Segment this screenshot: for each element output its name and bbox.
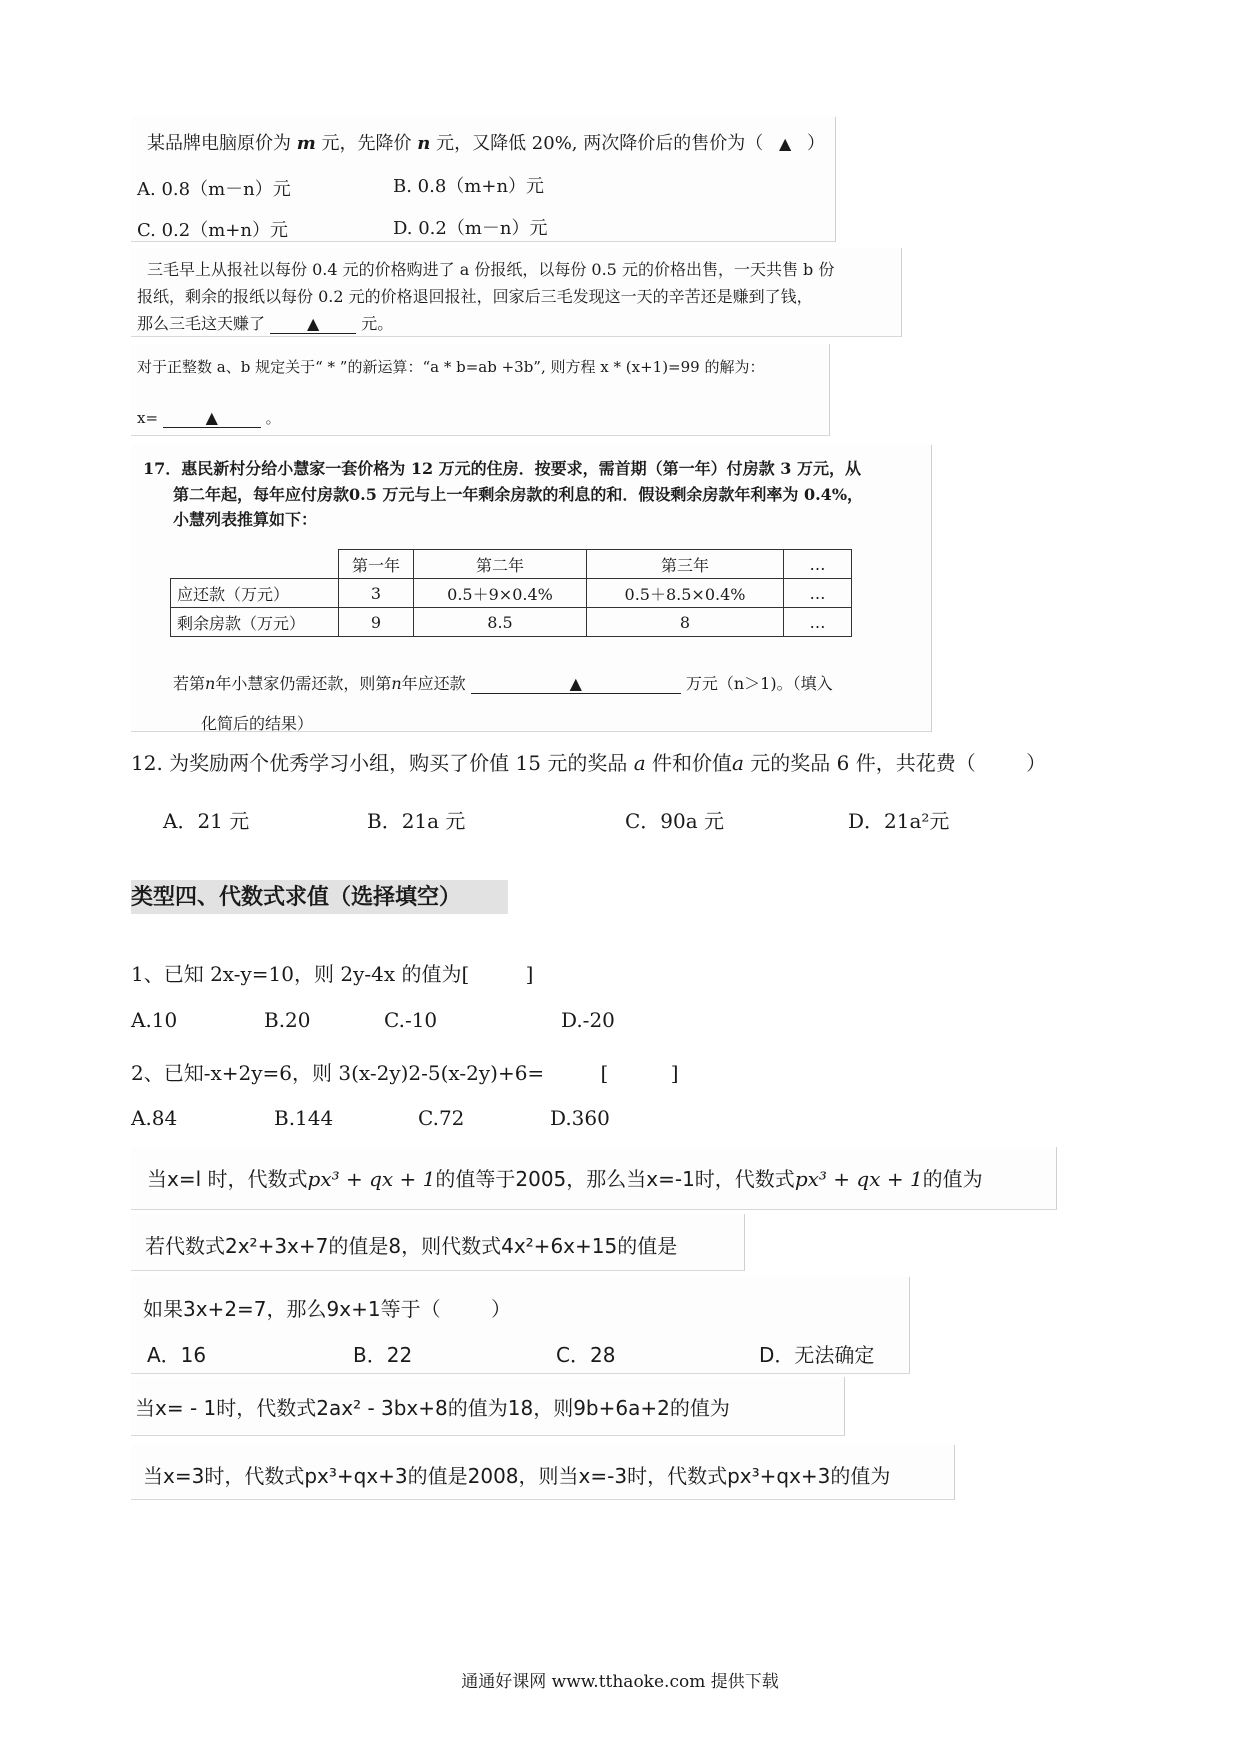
bracket-close: ） [1026, 751, 1047, 775]
stem-part: 如果3x+2=7，那么9x+1等于（ [143, 1297, 441, 1321]
question-ask-line2: 化简后的结果） [201, 714, 314, 733]
question-line: 对于正整数 a、b 规定关于“ * ”的新运算：“a * b=ab +3b”, 则方程 x * (x+1)=99 的解为： [137, 358, 765, 376]
option-d: D.360 [550, 1106, 610, 1130]
table-header-cell: 第二年 [414, 550, 587, 579]
option-c: C.72 [418, 1106, 465, 1130]
question-px-cubed-2008 [131, 1445, 955, 1500]
section-title: 类型四、代数式求值（选择填空） [131, 880, 508, 914]
option-c: C．90a 元 [625, 809, 725, 833]
option-a: A.84 [131, 1106, 178, 1130]
question-newspaper [131, 248, 902, 337]
answer-marker-icon: ▲ [205, 408, 218, 427]
question-line [147, 1163, 983, 1192]
line-text: 年应还款 [401, 674, 466, 693]
question-ask [173, 671, 833, 694]
stem-part: 元，又降低 20%, 两次降价后的售价为（ [436, 133, 764, 154]
stem-part: 的值为 [922, 1167, 983, 1191]
stem-part: 当x=l 时，代数式 [147, 1167, 308, 1191]
question-px-cubed [131, 1147, 1057, 1210]
table-cell: 9 [339, 608, 414, 637]
option-a: A.10 [131, 1008, 178, 1032]
option-c: C. 0.2（m+n）元 [137, 220, 288, 241]
bracket-open: [ [600, 1061, 609, 1085]
question-line [137, 407, 281, 428]
stem-part: 12. 为奖励两个优秀学习小组，购买了价值 15 元的奖品 [131, 751, 628, 775]
question-line: 当x= - 1时，代数式2ax² - 3bx+8的值为18，则9b+6a+2的值为 [135, 1396, 730, 1420]
table-cell: 8 [587, 608, 784, 637]
table-row [171, 608, 852, 637]
payment-table [170, 549, 852, 637]
option-d: D．21a²元 [848, 809, 950, 833]
line-text: 那么三毛这天赚了 [137, 314, 266, 333]
table-cell [171, 550, 339, 579]
table-cell: 3 [339, 579, 414, 608]
option-d: D．无法确定 [759, 1343, 875, 1367]
option-d: D. 0.2（m－n）元 [393, 218, 548, 239]
table-cell: … [784, 579, 852, 608]
question-ax-squared [131, 1377, 845, 1436]
answer-marker-icon: ▲ [306, 314, 320, 333]
option-b: B. 0.8（m+n）元 [393, 176, 545, 197]
table-cell: 8.5 [414, 608, 587, 637]
table-cell: 应还款（万元） [171, 579, 339, 608]
table-header-row [171, 550, 852, 579]
question-2x-squared [131, 1214, 745, 1271]
question-line: 报纸，剩余的报纸以每份 0.2 元的价格退回报社，回家后三毛发现这一天的辛苦还是赚到了钱， [137, 287, 813, 306]
option-b: B.144 [274, 1106, 334, 1130]
table-cell: 0.5＋8.5×0.4% [587, 579, 784, 608]
answer-marker-icon: ▲ [778, 134, 792, 153]
table-header-cell: 第三年 [587, 550, 784, 579]
option-a: A. 0.8（m－n）元 [137, 179, 291, 200]
bracket-close: ] [670, 1061, 679, 1085]
line-text: x= [137, 409, 159, 427]
table-cell: 0.5＋9×0.4% [414, 579, 587, 608]
stem-part: 元，先降价 [321, 133, 412, 154]
variable-n: n [391, 674, 402, 693]
table-header-cell: … [784, 550, 852, 579]
answer-marker-icon: ▲ [569, 674, 582, 693]
stem-part: 2、已知-x+2y=6，则 3(x-2y)2-5(x-2y)+6= [131, 1061, 545, 1085]
variable-a: a [633, 751, 646, 775]
stem-part: 元的奖品 6 件，共花费（ [750, 751, 976, 775]
question-line [143, 1293, 511, 1322]
option-c: C.-10 [384, 1008, 438, 1032]
question-line: 小慧列表推算如下： [173, 510, 318, 529]
option-b: B．22 [353, 1343, 413, 1367]
line-text: 万元（n＞1)。（填入 [685, 674, 833, 693]
bracket-close: ] [525, 962, 534, 986]
variable-m: m [296, 133, 316, 154]
option-b: B.20 [264, 1008, 311, 1032]
question-1 [131, 958, 533, 987]
stem-part: 件和价值 [651, 751, 732, 775]
variable-a: a [731, 751, 744, 775]
table-cell: 剩余房款（万元） [171, 608, 339, 637]
question-line: 三毛早上从报社以每份 0.4 元的价格购进了 a 份报纸，以每份 0.5 元的价格出售，一天共售 b 份 [147, 260, 835, 279]
option-d: D.-20 [561, 1008, 615, 1032]
stem-part: 某品牌电脑原价为 [147, 133, 291, 154]
bracket-close: ） [490, 1297, 511, 1321]
line-text: 。 [265, 409, 281, 427]
line-text: 若第 [173, 674, 206, 693]
option-c: C．28 [556, 1343, 616, 1367]
table-header-cell: 第一年 [339, 550, 414, 579]
question-12 [131, 747, 1046, 776]
answer-blank [270, 314, 356, 334]
variable-n: n [417, 133, 431, 154]
line-text: 元。 [361, 314, 394, 333]
question-line [137, 311, 393, 334]
expression: px³ + qx + 1 [794, 1167, 923, 1191]
question-stem [147, 129, 825, 155]
question-line: 若代数式2x²+3x+7的值是8，则代数式4x²+6x+15的值是 [145, 1234, 678, 1258]
answer-blank [163, 408, 261, 428]
table-row [171, 579, 852, 608]
question-3x-plus-2 [131, 1277, 910, 1374]
option-a: A．16 [147, 1343, 207, 1367]
question-computer-price [131, 117, 836, 242]
expression: px³ + qx + 1 [307, 1167, 436, 1191]
question-new-operation [131, 344, 830, 436]
bracket-close: ） [807, 133, 826, 154]
option-a: A．21 元 [163, 809, 250, 833]
question-line: 第二年起，每年应付房款0.5 万元与上一年剩余房款的利息的和．假设剩余房款年利率为 0.4%， [173, 485, 864, 504]
question-2 [131, 1057, 679, 1086]
question-line: 17．惠民新村分给小慧家一套价格为 12 万元的住房．按要求，需首期（第一年）付房款 3 万元，从 [143, 459, 861, 478]
stem-part: 1、已知 2x-y=10，则 2y-4x 的值为[ [131, 962, 470, 986]
page-footer: 通通好课网 www.tthaoke.com 提供下载 [461, 1672, 779, 1692]
answer-blank [471, 674, 681, 694]
option-b: B．21a 元 [367, 809, 466, 833]
table-cell: … [784, 608, 852, 637]
variable-n: n [205, 674, 216, 693]
stem-part: 的值等于2005，那么当x=-1时，代数式 [435, 1167, 795, 1191]
question-line: 当x=3时，代数式px³+qx+3的值是2008，则当x=-3时，代数式px³+qx+3的值为 [143, 1464, 891, 1488]
line-text: 年小慧家仍需还款，则第 [215, 674, 392, 693]
